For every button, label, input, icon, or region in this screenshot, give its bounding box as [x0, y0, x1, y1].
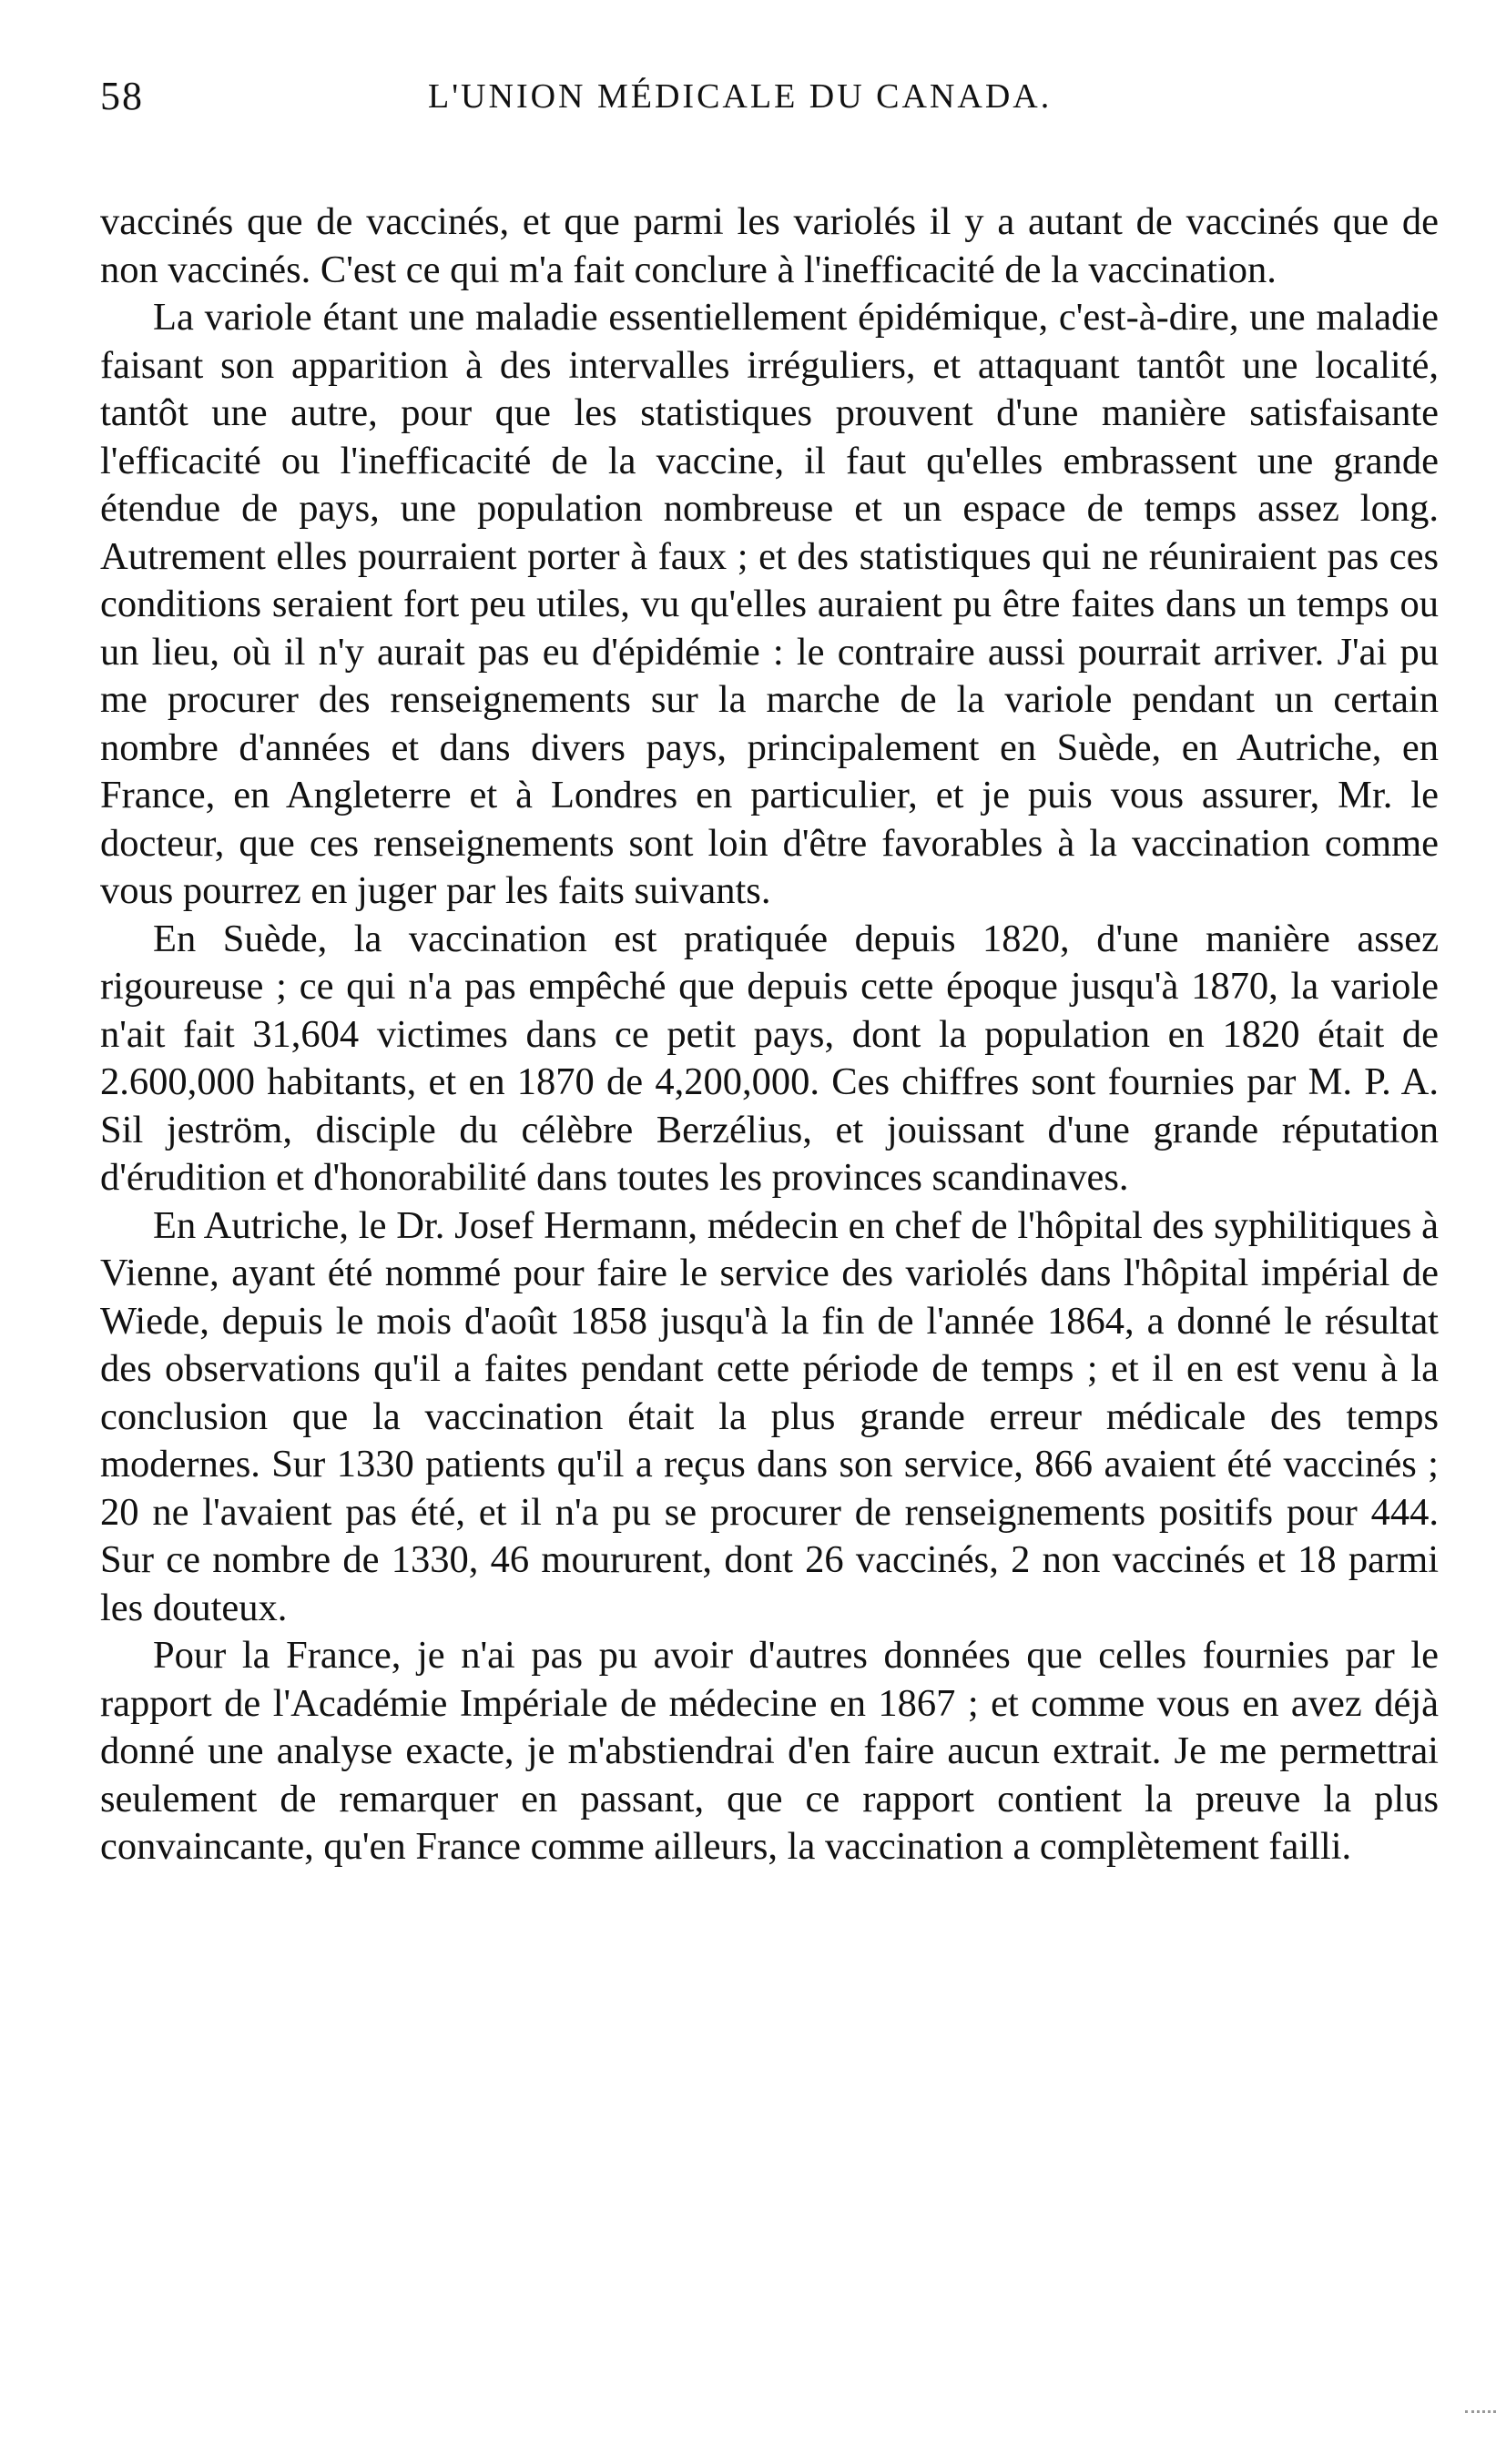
paragraph-continuation: vaccinés que de vaccinés, et que parmi les variolés il y a autant de vaccinés que de non vaccinés. C'est ce qui m'a fait conclure à l'inefficacité de la vaccination. [100, 200, 1439, 291]
body-text [100, 198, 1439, 1871]
paragraph-france: Pour la France, je n'ai pas pu avoir d'autres données que celles fournies par le rapport de l'Académie Impériale de médecine en 1867 ; et comme vous en avez déjà donné une analyse exacte, je m'abstiendrai d'en faire aucun extrait. Je me permettrai seulement de remarquer en passant, que ce rapport contient la preuve la plus convaincante, qu'en France comme ailleurs, la vaccination a complètement failli. [100, 1634, 1439, 1868]
paragraph-autriche: En Autriche, le Dr. Josef Hermann, médecin en chef de l'hôpital des syphilitiques à Vienne, ayant été nommé pour faire le service des variolés dans l'hôpital impérial de Wiede, depuis le mois d'août 1858 jusqu'à la fin de l'année 1864, a donné le résultat des observations qu'il a faites pendant cette période de temps ; et il en est venu à la conclusion que la vaccination était la plus grande erreur médicale des temps modernes. Sur 1330 patients qu'il a reçus dans son service, 866 avaient été vaccinés ; 20 ne l'avaient pas été, et il n'a pu se procurer de renseignements positifs pour 444. Sur ce nombre de 1330, 46 moururent, dont 26 vaccinés, 2 non vaccinés et 18 parmi les douteux. [100, 1203, 1439, 1629]
page-number: 58 [100, 74, 144, 118]
running-title: L'UNION MÉDICALE DU CANADA. [428, 77, 1053, 116]
book-page [100, 73, 1439, 1871]
paragraph-suede: En Suède, la vaccination est pratiquée depuis 1820, d'une manière assez rigoureuse ; ce qui n'a pas empêché que depuis cette époque jusqu'à 1870, la variole n'ait fait 31,604 victimes dans ce petit pays, dont la population en 1820 était de 2.600,000 habitants, et en 1870 de 4,200,000. Ces chiffres sont fournies par M. P. A. Sil jeström, disciple du célèbre Berzélius, et jouissant d'une grande réputation d'érudition et d'honorabilité dans toutes les provinces scandinaves. [100, 917, 1439, 1199]
page-edge-mark [1465, 2410, 1496, 2413]
page-header [100, 73, 1439, 137]
paragraph-variole: La variole étant une maladie essentiellement épidémique, c'est-à-dire, une maladie faisant son apparition à des intervalles irréguliers, et attaquant tantôt une localité, tantôt une autre, pour que les statistiques prouvent d'une manière satisfaisante l'efficacité ou l'inefficacité de la vaccine, il faut qu'elles embrassent une grande étendue de pays, une population nombreuse et un espace de temps assez long. Autrement elles pourraient porter à faux ; et des statistiques qui ne réuniraient pas ces conditions seraient fort peu utiles, vu qu'elles auraient pu être faites dans un temps ou un lieu, où il n'y aurait pas eu d'épidémie : le contraire aussi pourrait arriver. J'ai pu me procurer des renseignements sur la marche de la variole pendant un certain nombre d'années et dans divers pays, principalement en Suède, en Autriche, en France, en Angleterre et à Londres en particulier, et je puis vous assurer, Mr. le docteur, que ces renseignements sont loin d'être favorables à la vaccination comme vous pourrez en juger par les faits suivants. [100, 296, 1439, 912]
